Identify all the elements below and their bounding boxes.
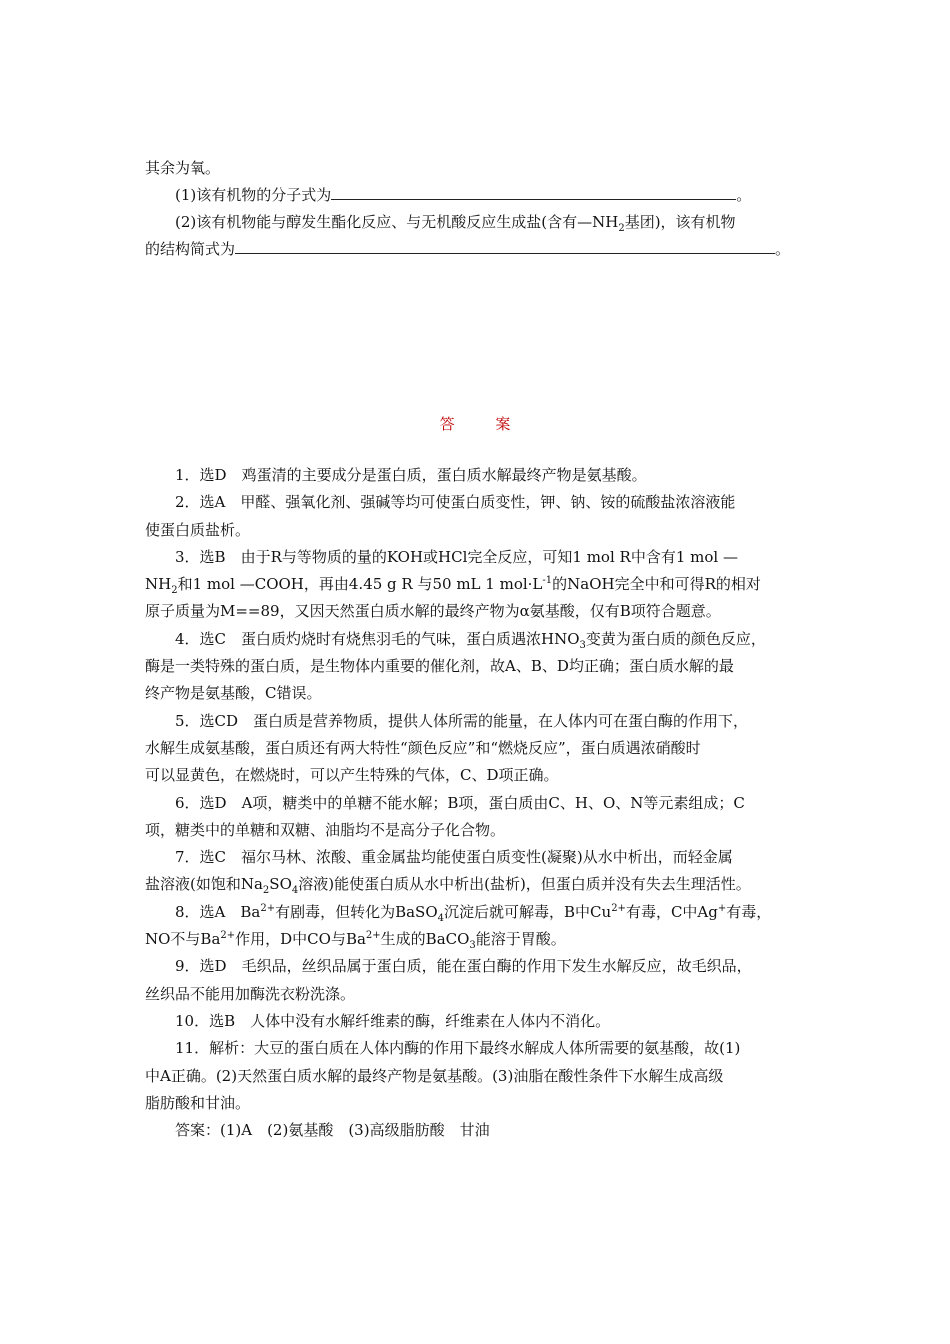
a3-l2-sup: -1 xyxy=(542,575,553,587)
a8-l2-d: 能溶于胃酸。 xyxy=(475,930,566,949)
a4-l1-a: 4．选C 蛋白质灼烧时有烧焦羽毛的气味，蛋白质遇浓HNO xyxy=(175,629,580,648)
answer-11-line3: 脂肪酸和甘油。 xyxy=(145,1093,251,1112)
a3-l2-sub: 2 xyxy=(171,585,178,597)
a8-l1-b: 有剧毒，但转化为BaSO xyxy=(275,902,438,921)
q1-answer-blank xyxy=(331,183,736,200)
answer-6-line2: 项，糖类中的单糖和双糖、油脂均不是高分子化合物。 xyxy=(145,820,506,839)
question-2-line2 xyxy=(145,236,805,263)
answer-2-line1: 2．选A 甲醛、强氧化剂、强碱等均可使蛋白质变性，钾、钠、铵的硫酸盐浓溶液能 xyxy=(175,493,736,512)
a8-l1-c: 沉淀后就可解毒，B中Cu xyxy=(444,902,612,921)
a7-l2-a: 盐溶液(如饱和Na xyxy=(145,875,263,894)
a4-l1-b: 变黄为蛋白质的颜色反应， xyxy=(585,629,766,648)
answer-11-line2: 中A正确。(2)天然蛋白质水解的最终产物是氨基酸。(3)油脂在酸性条件下水解生成高级 xyxy=(145,1066,724,1085)
a3-l2-c: 的NaOH完全中和可得R的相对 xyxy=(552,575,761,594)
q1-end: 。 xyxy=(736,186,752,204)
a8-l2-b: 作用，D中CO与Ba xyxy=(235,930,366,949)
q2-text-b: 基团)，该有机物 xyxy=(624,213,736,231)
a8-l2-c: 生成的BaCO xyxy=(380,930,470,949)
a8-l2-sup2: 2+ xyxy=(365,930,381,942)
answer-5-line3: 可以显黄色，在燃烧时，可以产生特殊的气体，C、D项正确。 xyxy=(145,766,559,785)
question-1 xyxy=(145,182,805,209)
a8-l1-sub: 4 xyxy=(437,912,445,924)
a7-l2-b: SO xyxy=(269,875,292,894)
answer-1: 1．选D 鸡蛋清的主要成分是蛋白质，蛋白质水解最终产物是氨基酸。 xyxy=(175,466,647,484)
answer-9-line2: 丝织品不能用加酶洗衣粉洗涤。 xyxy=(145,984,356,1003)
q2-line2-text: 的结构简式为 xyxy=(145,240,236,258)
a3-l2-a: NH xyxy=(145,575,172,594)
a8-l1-a: 8．选A Ba xyxy=(175,902,261,921)
answer-5-line1: 5．选CD 蛋白质是营养物质，提供人体所需的能量，在人体内可在蛋白酶的作用下， xyxy=(175,711,749,730)
document-content xyxy=(145,155,805,1144)
a8-l1-sup1: 2+ xyxy=(260,902,276,914)
answers-title: 答 案 xyxy=(439,415,529,433)
answer-8-line2 xyxy=(145,926,805,953)
answer-11-final: 答案：(1)A (2)氨基酸 (3)高级脂肪酸 甘油 xyxy=(175,1121,490,1140)
question-2-line1 xyxy=(145,209,805,236)
answer-2-line2: 使蛋白质盐析。 xyxy=(145,520,251,539)
q2-text-a: (2)该有机物能与醇发生酯化反应、与无机酸反应生成盐(含有—NH xyxy=(175,213,619,231)
answer-7-line2 xyxy=(145,871,805,898)
answer-3-line3: 原子质量为M==89，又因天然蛋白质水解的最终产物为α氨基酸，仅有B项符合题意。 xyxy=(145,602,721,621)
a7-l2-sub2: 4 xyxy=(291,885,299,897)
q2-end: 。 xyxy=(775,240,791,258)
answer-5-line2: 水解生成氨基酸，蛋白质还有两大特性“颜色反应”和“燃烧反应”，蛋白质遇浓硝酸时 xyxy=(145,738,701,757)
a8-l1-sup2: 2+ xyxy=(611,902,626,914)
answer-11-line1: 11．解析：大豆的蛋白质在人体内酶的作用下最终水解成人体所需要的氨基酸，故(1) xyxy=(175,1039,741,1058)
answer-8-line1 xyxy=(145,899,805,926)
answers-section xyxy=(145,462,805,1144)
a8-l1-e: 有毒， xyxy=(726,902,772,921)
q2-subscript: 2 xyxy=(618,223,625,234)
question-intro: 其余为氧。 xyxy=(145,159,221,177)
answer-4-line3: 终产物是氨基酸，C错误。 xyxy=(145,684,322,703)
answer-3-line1: 3．选B 由于R与等物质的量的KOH或HCl完全反应，可知1 mol R中含有1 mol — xyxy=(175,547,738,566)
a8-l2-sub: 3 xyxy=(469,940,476,952)
a8-l1-d: 有毒，C中Ag xyxy=(625,902,718,921)
question-section xyxy=(145,155,805,263)
answer-4-line1 xyxy=(145,626,805,653)
answer-7-line1: 7．选C 福尔马林、浓酸、重金属盐均能使蛋白质变性(凝聚)从水中析出，而轻金属 xyxy=(175,848,733,867)
q1-text: (1)该有机物的分子式为 xyxy=(175,186,332,204)
a8-l2-sup1: 2+ xyxy=(220,930,236,942)
a7-l2-c: 溶液)能使蛋白质从水中析出(盐析)，但蛋白质并没有失去生理活性。 xyxy=(298,875,751,894)
q2-answer-blank xyxy=(235,237,775,254)
a8-l1-sup3: + xyxy=(717,902,727,914)
a3-l2-b: 和1 mol —COOH，再由4.45 g R 与50 mL 1 mol·L xyxy=(177,575,543,594)
a8-l2-a: NO不与Ba xyxy=(145,930,221,949)
a4-l1-sub: 3 xyxy=(579,639,586,651)
answer-3-line2 xyxy=(145,571,805,598)
answer-9-line1: 9．选D 毛织品，丝织品属于蛋白质，能在蛋白酶的作用下发生水解反应，故毛织品， xyxy=(175,957,752,976)
a7-l2-sub1: 2 xyxy=(262,885,270,897)
answer-4-line2: 酶是一类特殊的蛋白质，是生物体内重要的催化剂，故A、B、D均正确；蛋白质水解的最 xyxy=(145,657,734,676)
answer-10: 10．选B 人体中没有水解纤维素的酶，纤维素在人体内不消化。 xyxy=(175,1011,611,1030)
answer-6-line1: 6．选D A项，糖类中的单糖不能水解；B项，蛋白质由C、H、O、N等元素组成；C xyxy=(175,793,745,812)
